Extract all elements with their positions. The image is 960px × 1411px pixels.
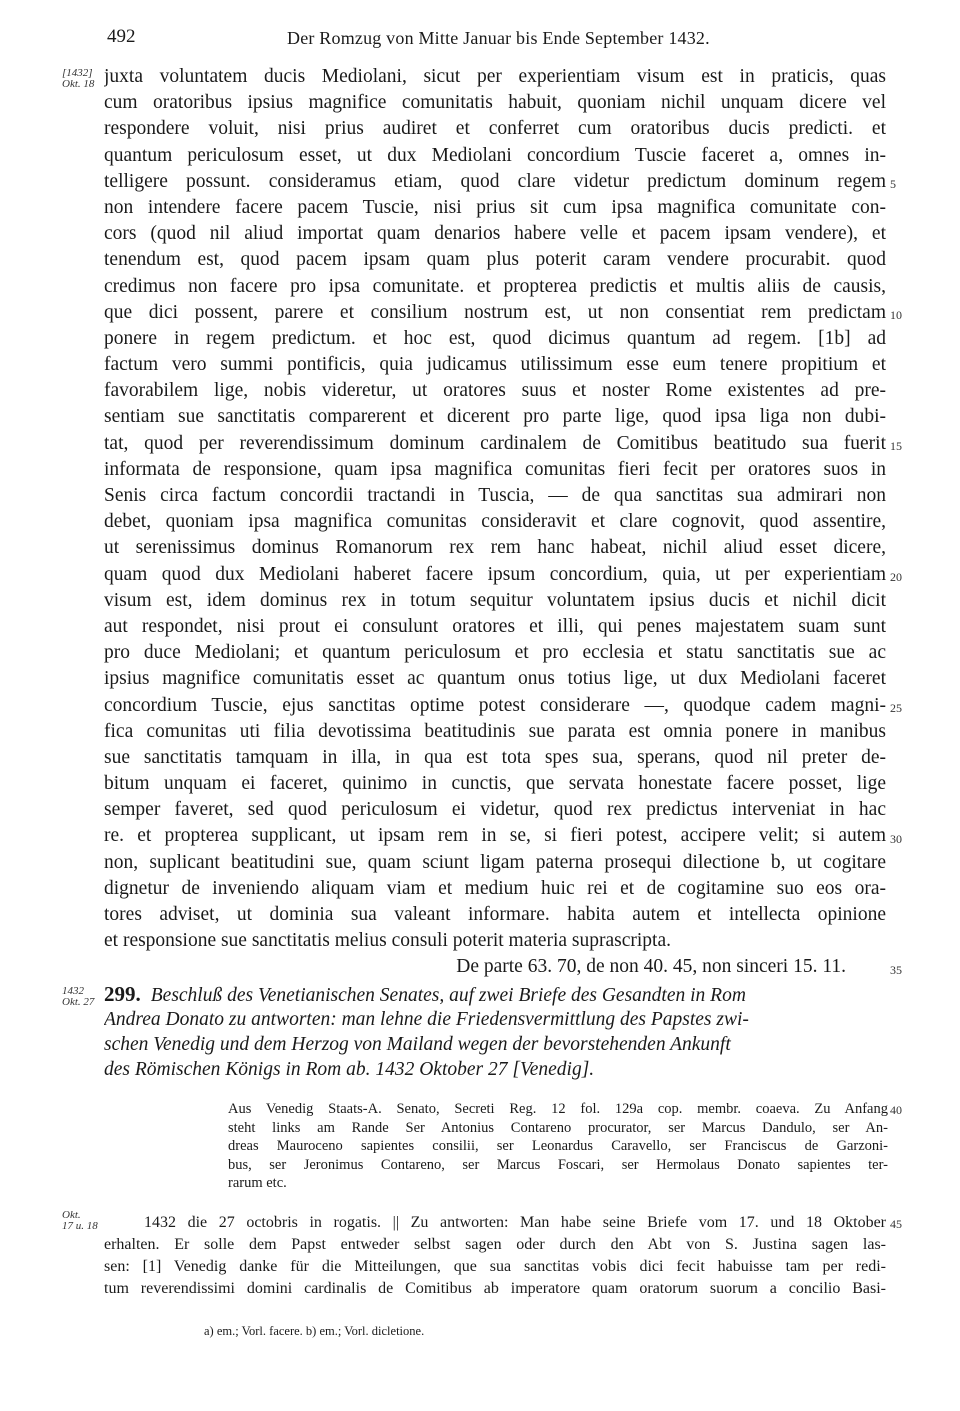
entry-date-day: Okt. 27 bbox=[62, 996, 95, 1008]
line-number: 10 bbox=[890, 307, 902, 322]
text-line: sentiam sue sanctitatis comparerent et dicerent pro parte lige, quod ipsa liga non dubi- bbox=[104, 406, 886, 428]
line-number: 25 bbox=[890, 700, 902, 715]
document-text bbox=[104, 1212, 886, 1300]
source-note bbox=[228, 1100, 888, 1193]
entry-heading-text: Beschluß des Venetianischen Senates, auf zwei Briefe des Gesandten in Rom bbox=[150, 985, 746, 1006]
text2-line: sen: [1] Venedig danke für die Mitteilungen, que sua sanctitas vobis dici fecit habuisse tam per redi- bbox=[104, 1258, 886, 1275]
text-line: Senis circa factum concordii tractandi in Tuscia, — de qua sanctitas sua admirari non bbox=[104, 485, 886, 506]
text-line: telligere possunt. consideramus etiam, quod clare videtur predictum dominum regem bbox=[104, 170, 886, 192]
page-number: 492 bbox=[107, 26, 136, 47]
document-entry-heading bbox=[104, 982, 886, 1082]
text-line: non, suplicant beatitudini sue, quam sciunt ligam paterna prosequi dilectione b, ut cogitare bbox=[104, 851, 886, 873]
margin-date-top bbox=[62, 68, 94, 90]
main-text bbox=[104, 64, 886, 981]
text-line: cors (quod nil aliud importat quam denarios habere velle et pacem ipsam vendere), et bbox=[104, 223, 886, 245]
text-line: semper faveret, sed quod periculosum ei videtur, quod rex predictus interveniat in hac bbox=[104, 799, 886, 821]
text-line: credimus non facere pro ipsa comunitate. et propterea predictis et multis aliis de causis, bbox=[104, 275, 886, 297]
running-title: Der Romzug von Mitte Januar bis Ende September 1432. bbox=[287, 28, 710, 48]
entry-heading-line: Andrea Donato zu antworten: man lehne die Friedensvermittlung des Papstes zwi- bbox=[104, 1009, 749, 1030]
entry-heading-line bbox=[104, 982, 886, 1007]
text2-margin-date bbox=[62, 1210, 98, 1232]
text-line: quantum periculosum esset, ut dux Mediolani concordium Tuscie faceret a, omnes in- bbox=[104, 144, 886, 166]
source-line: rarum etc. bbox=[228, 1175, 287, 1192]
text-line: sue sanctitatis tamquam in illa, in qua est tota spes sua, sperans, quod nil preter de- bbox=[104, 746, 886, 768]
text-line: factum vero summi pontificis, quia judicamus utilissimum esse eum tenere propitium et bbox=[104, 354, 886, 376]
line-number: 15 bbox=[890, 438, 902, 453]
text-line: quam quod dux Mediolani haberet facere ipsum concordium, quia, ut per experientiam bbox=[104, 563, 886, 585]
margin-date-year: [1432] bbox=[62, 67, 93, 79]
line-number: 35 bbox=[890, 962, 902, 977]
text-line: favorabilem lige, nobis videretur, ut oratores suus et noster Rome existentes ad pre- bbox=[104, 380, 886, 402]
text-line: que dici possent, parere et consilium nostrum est, ut non consentiat rem predictam bbox=[104, 301, 886, 323]
text-line: ponere in regem predictum. et hoc est, quod dicimus quantum ad regem. [1b] ad bbox=[104, 327, 886, 349]
text-line: bitum unquam ei faceret, quinimo in cunctis, que servata honestate facere posset, lige bbox=[104, 773, 886, 795]
text-line: juxta voluntatem ducis Mediolani, sicut per experientiam visum est in praticis, quas bbox=[104, 66, 886, 87]
text-line: respondere voluit, nisi prius audiret et conferret cum oratoribus ducis predicti. et bbox=[104, 118, 886, 140]
entry-number: 299. bbox=[104, 982, 141, 1006]
text2-line: erhalten. Er solle dem Papst entweder selbst sagen oder durch den Abt von S. Justina sagen las- bbox=[104, 1236, 886, 1253]
source-line: dreas Mauroceno sapientes consilii, ser Leonardus Caravello, ser Franciscus de Garzoni- bbox=[228, 1138, 888, 1155]
entry-date-year: 1432 bbox=[62, 985, 84, 997]
text-line: et responsione sue sanctitatis melius consuli poterit materia suprascripta. bbox=[104, 930, 671, 952]
text-line: concordium Tuscie, ejus sanctitas optime potest considerare —, quodque cadem magni- bbox=[104, 694, 886, 716]
text-line: tat, quod per reverendissimum dominum cardinalem de Comitibus beatitudo sua fuerit bbox=[104, 432, 886, 454]
source-line: bus, ser Jeronimus Contareno, ser Marcus Foscari, ser Hermolaus Donato sapientes ter- bbox=[228, 1156, 888, 1173]
text-line: re. et propterea supplicant, ut ipsam rem in se, si fieri potest, accipere velit; si autem bbox=[104, 825, 886, 847]
text-line: informata de responsione, quam ipsa magnifica comunitas fieri fecit per oratores suos in bbox=[104, 458, 886, 480]
text-line: tores adviset, ut dominia sua valeant informare. habita autem et intellecta opinione bbox=[104, 904, 886, 925]
line-number: 30 bbox=[890, 831, 902, 846]
line-number: 20 bbox=[890, 569, 902, 584]
line-number-45: 45 bbox=[890, 1217, 902, 1231]
text-line: visum est, idem dominus rex in totum sequitur voluntatem ipsius ducis et nichil dicit bbox=[104, 589, 886, 611]
source-line: steht links am Rande Ser Antonius Contareno procurator, ser Marcus Dandulo, ser An- bbox=[228, 1119, 888, 1136]
page-header bbox=[0, 26, 960, 54]
entry-heading-line: schen Venedig und dem Herzog von Mailand wegen der bevorstehenden Ankunft bbox=[104, 1034, 731, 1055]
vote-result: De parte 63. 70, de non 40. 45, non sinceri 15. 11. bbox=[456, 956, 846, 978]
footnotes: a) em.; Vorl. facere. b) em.; Vorl. dicletione. bbox=[204, 1324, 425, 1338]
entry-heading-line: des Römischen Königs in Rom ab. 1432 Oktober 27 [Venedig]. bbox=[104, 1059, 595, 1080]
text-line: aut respondet, nisi prout ei consulunt oratores et illi, qui penes majestatem suam sunt bbox=[104, 615, 886, 637]
text-line: non intendere facere pacem Tuscie, nisi prius sit cum ipsa magnifica comunitate con- bbox=[104, 196, 886, 218]
text-line: dignetur de inveniendo aliquam viam et medium huic rei et de cogitamine suo eos ora- bbox=[104, 877, 886, 899]
line-number: 5 bbox=[890, 176, 896, 191]
text-line: pro duce Mediolani; et quantum periculosum et pro ecclesia et statu sanctitatis sue ac bbox=[104, 642, 886, 664]
text-line: cum oratoribus ipsius magnifice comunitatis habuit, quoniam nichil unquam dicere vel bbox=[104, 92, 886, 114]
text-line: ipsius magnifice comunitatis esset ac quantum onus totius lige, ut dux Mediolani faceret bbox=[104, 668, 886, 690]
text2-date-month: Okt. bbox=[62, 1209, 81, 1221]
text2-line: 1432 die 27 octobris in rogatis. || Zu antworten: Man habe seine Briefe vom 17. und 18 Oktober bbox=[144, 1214, 886, 1231]
text-line: debet, quoniam ipsa magnifica comunitas consideravit et clare cognovit, quod assentire, bbox=[104, 511, 886, 533]
text2-line: tum reverendissimi domini cardinalis de Comitibus ab imperatore quam oratorum suorum a concilio Basi- bbox=[104, 1280, 886, 1297]
text-line: tenendum est, quod pacem ipsam quam plus poterit caram vendere procurabit. quod bbox=[104, 249, 886, 271]
text-line: fica comunitas uti filia devotissima beatitudinis sue parata est omnia ponere in manibus bbox=[104, 720, 886, 742]
text2-date-days: 17 u. 18 bbox=[62, 1220, 98, 1232]
line-number-40: 40 bbox=[890, 1103, 902, 1117]
source-line: Aus Venedig Staats-A. Senato, Secreti Reg. 12 fol. 129a cop. membr. coaeva. Zu Anfang bbox=[228, 1101, 888, 1117]
entry-margin-date bbox=[62, 986, 94, 1008]
text-line: ut serenissimus dominus Romanorum rex rem hanc habeat, nichil aliud esset dicere, bbox=[104, 537, 886, 559]
margin-date-day: Okt. 18 bbox=[62, 78, 95, 90]
